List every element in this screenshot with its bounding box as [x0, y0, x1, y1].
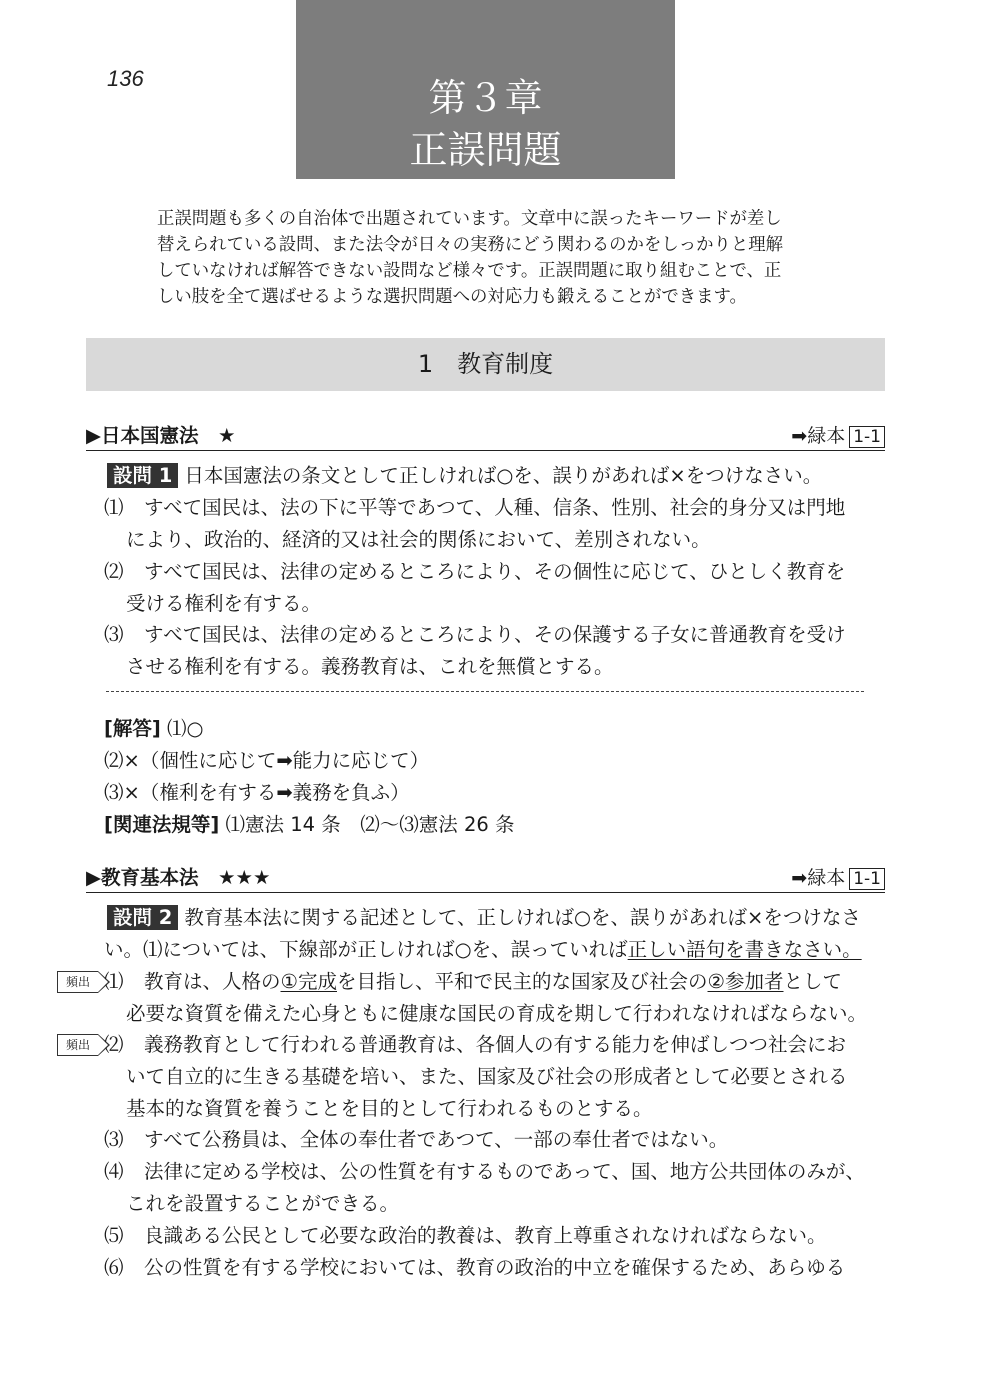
item-text: 良識ある公民として必要な政治的教養は、教育上尊重されなければならない。: [144, 1224, 827, 1247]
q2-item-1: [104, 966, 890, 1030]
question-text-underlined: 正しい語句を書きなさい。: [627, 938, 862, 961]
underlined-term-2: ②参加者: [707, 970, 784, 993]
item-text: すべて国民は、法律の定めるところにより、その個性に応じて、ひとしく教育を: [144, 560, 846, 583]
related-text: ⑴憲法 14 条 ⑵〜⑶憲法 26 条: [225, 813, 515, 836]
chapter-title-box: [296, 0, 675, 179]
item-text: いて自立的に生きる基礎を培い、また、国家及び社会の形成者として必要とされる: [126, 1065, 848, 1088]
underlined-term-1: ①完成: [280, 970, 337, 993]
q2-item-6: [104, 1252, 890, 1284]
item-text: すべて公務員は、全体の奉仕者であつて、一部の奉仕者ではない。: [144, 1128, 729, 1151]
dashed-divider: [106, 691, 864, 692]
reference-link[interactable]: [791, 422, 885, 450]
question-2: [107, 902, 867, 934]
item-number: ⑶: [104, 623, 124, 646]
item-text: として: [783, 970, 843, 993]
question-text: い。⑴については、下線部が正しければ○を、誤っていれば: [104, 938, 628, 961]
item-text: を目指し、平和で民主的な国家及び社会の: [337, 970, 708, 993]
answer-line-3: ⑶×（権利を有する➡義務を負ふ）: [104, 781, 410, 804]
chapter-title: 正誤問題: [409, 128, 562, 172]
question-1: [107, 460, 867, 492]
frequent-badge: 頻出: [57, 971, 98, 993]
item-text: 教育は、人格の: [144, 970, 281, 993]
item-text: させる権利を有する。義務教育は、これを無償とする。: [126, 655, 614, 678]
question-tag: 設問 1: [107, 463, 178, 488]
item-text: により、政治的、経済的又は社会的関係において、差別されない。: [126, 528, 711, 551]
q2-item-2: [104, 1029, 890, 1125]
item-text: これを設置することができる。: [126, 1192, 400, 1215]
item-text: 義務教育として行われる普通教育は、各個人の有する能力を伸ばしつつ社会にお: [144, 1033, 847, 1056]
intro-line: 正誤問題も多くの自治体で出題されています。文章中に誤ったキーワードが差し: [157, 209, 782, 229]
item-number: ⑵: [104, 560, 124, 583]
topic-heading-constitution: [86, 422, 885, 451]
question-2-line-2: [104, 934, 864, 966]
item-text: すべて国民は、法の下に平等であつて、人種、信条、性別、社会的身分又は門地: [144, 496, 846, 519]
item-number: ⑵: [104, 1033, 124, 1056]
q2-item-4: [104, 1156, 890, 1220]
answer-line-2: ⑵×（個性に応じて➡能力に応じて）: [104, 749, 430, 772]
topic-title: ▶教育基本法 ★★★: [86, 866, 271, 889]
answer-line-1: [104, 713, 204, 745]
item-text: 公の性質を有する学校においては、教育の政治的中立を確保するため、あらゆる: [144, 1256, 846, 1279]
item-text: 受ける権利を有する。: [126, 592, 322, 615]
q1-item-1: [104, 492, 890, 556]
item-text: 基本的な資質を養うことを目的として行われるものとする。: [126, 1097, 653, 1120]
item-number: ⑶: [104, 1128, 124, 1151]
topic-title: ▶日本国憲法 ★: [86, 424, 236, 447]
related-label: [関連法規等]: [104, 813, 220, 836]
answer-text: ⑴○: [167, 717, 204, 740]
item-number: ⑹: [104, 1256, 124, 1279]
reference-prefix: ➡緑本: [791, 425, 846, 447]
reference-box: 1-1: [849, 868, 885, 890]
related-laws: [104, 809, 514, 841]
chapter-intro: [157, 206, 822, 310]
reference-link[interactable]: [791, 864, 885, 892]
page-number: 136: [107, 66, 144, 91]
reference-prefix: ➡緑本: [791, 867, 846, 889]
intro-line: していなければ解答できない設問など様々です。正誤問題に取り組むことで、正: [157, 261, 782, 281]
item-number: ⑴: [104, 496, 124, 519]
chapter-number: 第３章: [428, 76, 543, 120]
item-text: すべて国民は、法律の定めるところにより、その保護する子女に普通教育を受け: [144, 623, 846, 646]
question-text: 日本国憲法の条文として正しければ○を、誤りがあれば×をつけなさい。: [184, 464, 823, 487]
question-text: 教育基本法に関する記述として、正しければ○を、誤りがあれば×をつけなさ: [184, 906, 861, 929]
item-number: ⑴: [104, 970, 124, 993]
answer-label: [解答]: [104, 717, 161, 740]
q2-item-5: [104, 1220, 890, 1252]
q2-item-3: [104, 1124, 890, 1156]
reference-box: 1-1: [849, 426, 885, 448]
topic-heading-education-law: [86, 864, 885, 893]
item-text: 法律に定める学校は、公の性質を有するものであって、国、地方公共団体のみが、: [144, 1160, 865, 1183]
q1-item-3: [104, 619, 890, 683]
item-text: 必要な資質を備えた心身ともに健康な国民の育成を期して行われなければならない。: [126, 1002, 868, 1025]
section-heading: 1 教育制度: [86, 338, 885, 391]
intro-line: 替えられている設問、また法令が日々の実務にどう関わるのかをしっかりと理解: [157, 235, 784, 255]
item-number: ⑸: [104, 1224, 124, 1247]
question-tag: 設問 2: [107, 905, 178, 930]
frequent-badge: 頻出: [57, 1034, 98, 1056]
q1-item-2: [104, 556, 890, 620]
intro-line: しい肢を全て選ばせるような選択問題への対応力も鍛えることができます。: [157, 287, 747, 307]
item-number: ⑷: [104, 1160, 124, 1183]
